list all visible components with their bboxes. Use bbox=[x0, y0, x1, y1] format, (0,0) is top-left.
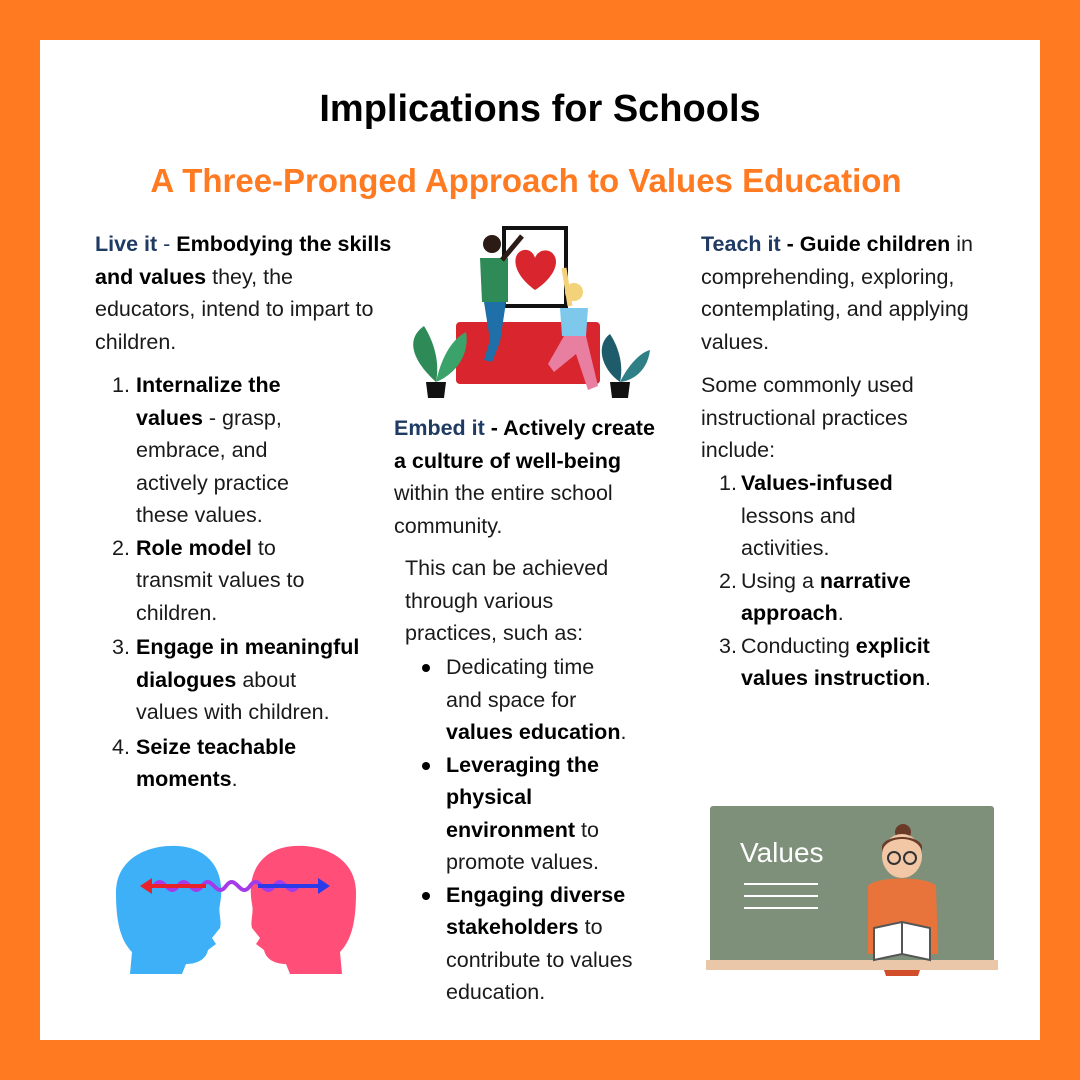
teach-item-1-post: lessons and activities. bbox=[741, 503, 856, 560]
teach-item-3-pre: Conducting bbox=[741, 633, 856, 658]
list-number: 3. bbox=[719, 633, 737, 658]
list-number: 2. bbox=[112, 535, 130, 560]
embed-bullet-2 bbox=[420, 749, 636, 879]
list-number: 2. bbox=[719, 568, 737, 593]
live-item-3-rest: about values with children. bbox=[136, 667, 330, 724]
teach-it-heading: Teach it bbox=[701, 232, 781, 256]
live-item-2-bold: Role model bbox=[136, 535, 252, 560]
teach-item-2-post: . bbox=[837, 601, 844, 625]
live-it-rest: they, the educators, intend to impart to children. bbox=[95, 264, 374, 354]
teach-item-2 bbox=[719, 565, 941, 630]
embed-bullet-1-bold: values education bbox=[446, 720, 621, 744]
teacher-chalkboard-icon bbox=[706, 804, 998, 976]
live-item-4-bold: Seize teachable moments bbox=[136, 734, 297, 791]
teach-it-column bbox=[701, 228, 1001, 358]
bullet-dot bbox=[422, 892, 430, 900]
live-it-column bbox=[95, 228, 395, 358]
list-number: 1. bbox=[112, 373, 130, 397]
list-number: 1. bbox=[719, 471, 737, 495]
teach-item-3 bbox=[719, 630, 941, 695]
embed-bullet-3 bbox=[420, 879, 668, 1009]
live-item-4-rest: . bbox=[231, 767, 238, 791]
list-number: 3. bbox=[112, 635, 130, 659]
page-title: Implications for Schools bbox=[319, 88, 761, 130]
live-item-2 bbox=[112, 532, 326, 630]
live-item-3 bbox=[112, 631, 362, 729]
bullet-dot bbox=[422, 762, 430, 770]
embed-bullet-2-bold: Leveraging the physical environment bbox=[446, 752, 599, 842]
teach-it-intro bbox=[701, 228, 1001, 358]
teach-item-1-bold: Values-infused bbox=[741, 471, 893, 495]
bullet-dot bbox=[422, 664, 430, 672]
live-it-heading: Live it bbox=[95, 232, 158, 256]
embed-bullet-1-post: . bbox=[620, 720, 627, 744]
live-it-separator: - bbox=[157, 232, 177, 256]
embed-it-bullets bbox=[420, 651, 670, 1009]
embed-it-practices-intro: This can be achieved through various practices, such as: bbox=[405, 556, 609, 645]
embed-it-bold: - Actively create a culture of well-being bbox=[394, 416, 655, 473]
embed-it-practices bbox=[405, 552, 645, 650]
embed-bullet-2-post: to promote values. bbox=[446, 817, 599, 874]
embed-bullet-3-bold: Engaging diverse stakeholders bbox=[446, 882, 626, 939]
embed-bullet-1-pre: Dedicating time and space for bbox=[446, 655, 595, 712]
teach-item-3-bold: explicit values instruction bbox=[741, 633, 930, 690]
teach-it-bold: - Guide children bbox=[780, 232, 951, 256]
two-heads-icon bbox=[108, 842, 364, 974]
embed-bullet-1 bbox=[420, 651, 636, 749]
live-item-4 bbox=[112, 731, 336, 796]
teach-it-practices-intro: Some commonly used instructional practices include: bbox=[701, 373, 914, 462]
live-it-intro bbox=[95, 228, 395, 358]
live-it-bold: Embodying the skills and values bbox=[95, 232, 392, 289]
list-number: 4. bbox=[112, 734, 130, 759]
live-item-3-bold: Engage in meaningful dialogues bbox=[136, 635, 360, 692]
teach-item-2-pre: Using a bbox=[741, 568, 820, 593]
teach-it-practices bbox=[701, 369, 951, 467]
teach-item-3-post: . bbox=[925, 666, 931, 690]
embed-it-heading: Embed it bbox=[394, 416, 485, 440]
live-item-1-rest: - grasp, embrace, and actively practice these values. bbox=[136, 405, 289, 527]
page-subtitle: A Three-Pronged Approach to Values Education bbox=[150, 162, 902, 199]
live-it-list bbox=[112, 369, 362, 796]
embed-it-column bbox=[394, 412, 660, 542]
teach-it-rest: in comprehending, exploring, contemplating, and applying values. bbox=[701, 232, 974, 354]
teach-item-2-bold: narrative approach bbox=[741, 568, 911, 625]
hanging-heart-picture-icon bbox=[404, 222, 652, 400]
live-item-2-rest: to transmit values to children. bbox=[136, 535, 305, 625]
live-item-1 bbox=[112, 369, 316, 532]
embed-bullet-3-post: to contribute to values education. bbox=[446, 915, 633, 1004]
embed-it-intro bbox=[394, 412, 660, 542]
teach-item-1 bbox=[719, 467, 921, 565]
live-item-1-bold: Internalize the values bbox=[136, 373, 281, 430]
board-text: Values bbox=[740, 837, 824, 868]
embed-it-rest: within the entire school community. bbox=[394, 481, 613, 538]
teach-it-list bbox=[719, 467, 959, 695]
